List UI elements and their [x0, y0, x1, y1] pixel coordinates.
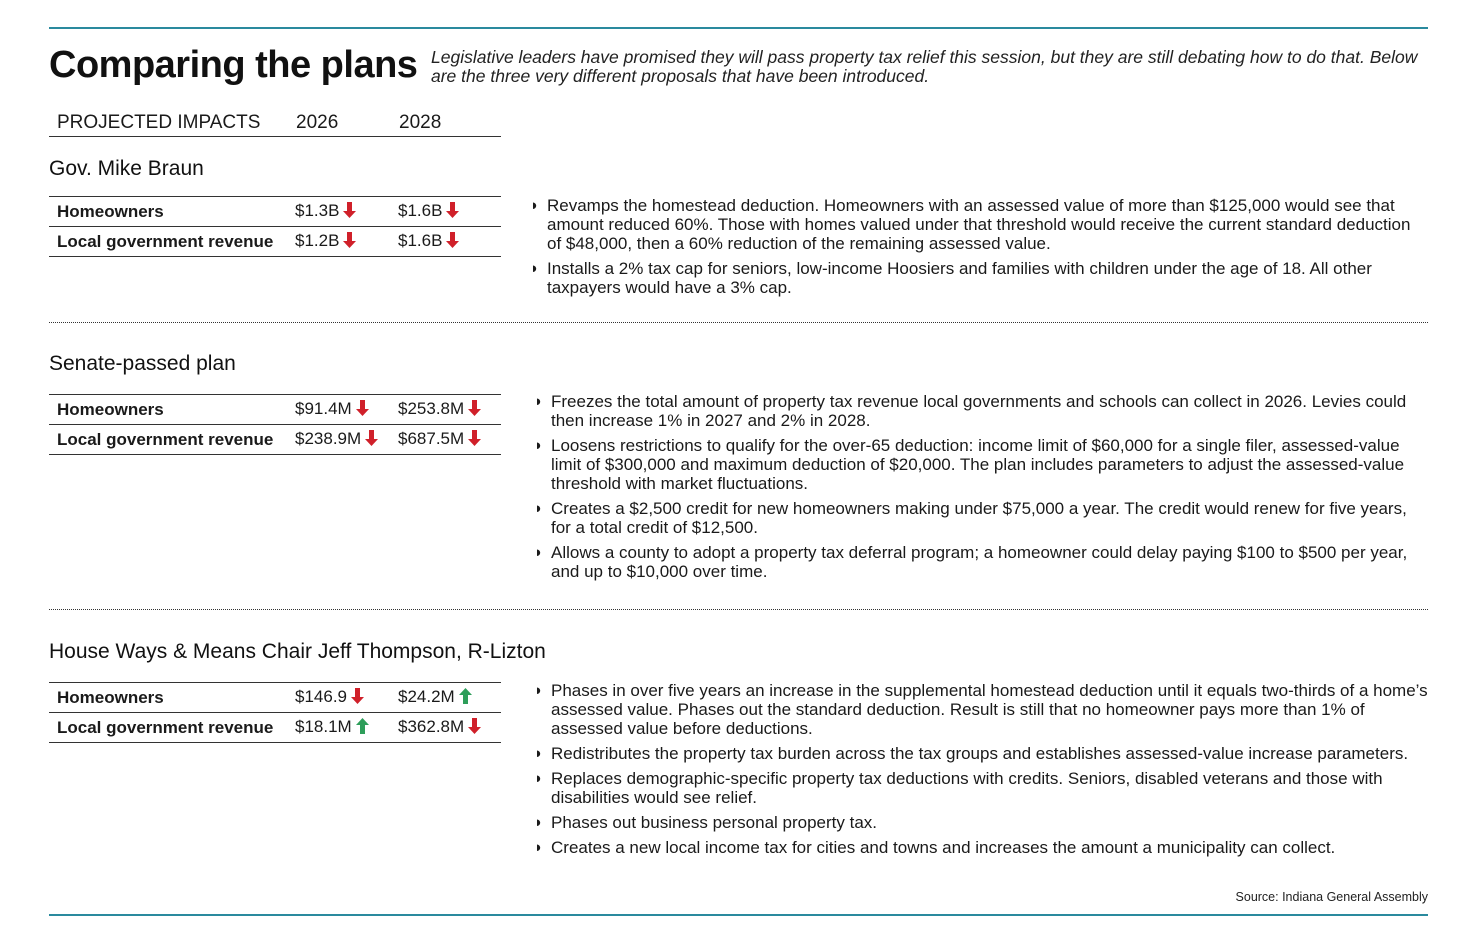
header-2028: 2028: [399, 112, 442, 133]
bullet-icon: ◗: [534, 745, 544, 762]
arrow-down-icon: [446, 202, 459, 223]
header-label: PROJECTED IMPACTS: [57, 112, 261, 133]
list-item: ◗ Allows a county to adopt a property tax deferral program; a homeowner could delay paying $100 to $500 per year, and up to $10,000 over time.: [534, 543, 1408, 581]
arrow-down-icon: [446, 232, 459, 253]
top-rule: [49, 27, 1428, 29]
arrow-down-icon: [356, 400, 369, 421]
value-2026: $146.9: [295, 683, 398, 713]
arrow-down-icon: [343, 232, 356, 253]
value-2028: $1.6B: [398, 227, 501, 257]
arrow-up-icon: [356, 718, 369, 739]
row-label: Local government revenue: [49, 713, 295, 743]
bullet-list: [530, 196, 1425, 303]
value-2028: $24.2M: [398, 683, 501, 713]
list-item: ◗ Replaces demographic-specific property tax deductions with credits. Seniors, disabled veterans and those with disabilities would see relief.: [534, 769, 1383, 807]
list-item: ◗ Freezes the total amount of property tax revenue local governments and schools can collect in 2026. Levies could then increase 1% in 2027 and 2% in 2028.: [534, 392, 1407, 430]
arrow-down-icon: [468, 430, 481, 451]
bullet-icon: ◗: [534, 544, 544, 561]
impact-table: [49, 196, 501, 257]
list-item: ◗ Installs a 2% tax cap for seniors, low-income Hoosiers and families with children under the age of 18. All other taxpayers would have a 3% cap.: [530, 259, 1372, 297]
table-row: [49, 683, 501, 713]
section-divider: [49, 609, 1428, 610]
source-credit: Source: Indiana General Assembly: [1235, 890, 1428, 904]
bullet-icon: ◗: [530, 197, 540, 214]
plan-name: Senate-passed plan: [49, 352, 236, 375]
bullet-icon: ◗: [534, 437, 544, 454]
table-row: [49, 395, 501, 425]
value-2028: $253.8M: [398, 395, 501, 425]
bottom-rule: [49, 914, 1428, 916]
list-item: ◗ Phases out business personal property tax.: [534, 813, 878, 832]
arrow-down-icon: [343, 202, 356, 223]
impact-table: [49, 682, 501, 743]
row-label: Homeowners: [49, 683, 295, 713]
bullet-icon: ◗: [530, 260, 540, 277]
table-row: [49, 425, 501, 455]
row-label: Local government revenue: [49, 227, 295, 257]
bullet-icon: ◗: [534, 393, 544, 410]
bullet-icon: ◗: [534, 839, 544, 856]
value-2026: $91.4M: [295, 395, 398, 425]
bullet-list: [534, 681, 1429, 863]
arrow-down-icon: [351, 688, 364, 709]
section-divider: [49, 322, 1428, 323]
arrow-down-icon: [468, 718, 481, 739]
table-row: [49, 227, 501, 257]
list-item: ◗ Revamps the homestead deduction. Homeowners with an assessed value of more than $125,000 would see that amount reduced 60%. Those with homes valued under that threshold would receive the current standard deduction of $48,000, then a 60% reduction of the remaining assessed value.: [530, 196, 1411, 253]
value-2028: $1.6B: [398, 197, 501, 227]
row-label: Homeowners: [49, 197, 295, 227]
intro-text: Legislative leaders have promised they will pass property tax relief this session, but they are still debating how to do that. Below are the three very different proposals that have been introduced.: [431, 47, 1418, 86]
list-item: ◗ Redistributes the property tax burden across the tax groups and establishes assessed-value increase parameters.: [534, 744, 1409, 763]
header-2026: 2026: [296, 112, 339, 133]
row-label: Local government revenue: [49, 425, 295, 455]
bullet-icon: ◗: [534, 682, 544, 699]
bullet-icon: ◗: [534, 770, 544, 787]
value-2026: $238.9M: [295, 425, 398, 455]
bullet-list: [534, 392, 1429, 587]
plan-name: House Ways & Means Chair Jeff Thompson, R-Lizton: [49, 640, 546, 663]
page-title: Comparing the plans: [49, 44, 418, 86]
row-label: Homeowners: [49, 395, 295, 425]
bullet-icon: ◗: [534, 500, 544, 517]
arrow-down-icon: [468, 400, 481, 421]
value-2026: $18.1M: [295, 713, 398, 743]
value-2026: $1.3B: [295, 197, 398, 227]
arrow-up-icon: [459, 688, 472, 709]
table-row: [49, 713, 501, 743]
value-2026: $1.2B: [295, 227, 398, 257]
list-item: ◗ Creates a $2,500 credit for new homeowners making under $75,000 a year. The credit would renew for five years, for a total credit of $12,500.: [534, 499, 1407, 537]
list-item: ◗ Loosens restrictions to qualify for the over-65 deduction: income limit of $60,000 for a single filer, assessed-value limit of $300,000 and maximum deduction of $20,000. The plan includes parameters to adjust the assessed-value threshold with market fluctuations.: [534, 436, 1405, 493]
arrow-down-icon: [365, 430, 378, 451]
impact-table: [49, 394, 501, 455]
value-2028: $362.8M: [398, 713, 501, 743]
table-header: [49, 110, 501, 137]
bullet-icon: ◗: [534, 814, 544, 831]
table-row: [49, 197, 501, 227]
value-2028: $687.5M: [398, 425, 501, 455]
list-item: ◗ Phases in over five years an increase in the supplemental homestead deduction until it equals two-thirds of a home’s assessed value. Phases out the standard deduction. Result is still that no homeowner pays more than 1% of assessed value before deductions.: [534, 681, 1428, 738]
plan-name: Gov. Mike Braun: [49, 157, 204, 180]
list-item: ◗ Creates a new local income tax for cities and towns and increases the amount a municipality can collect.: [534, 838, 1336, 857]
